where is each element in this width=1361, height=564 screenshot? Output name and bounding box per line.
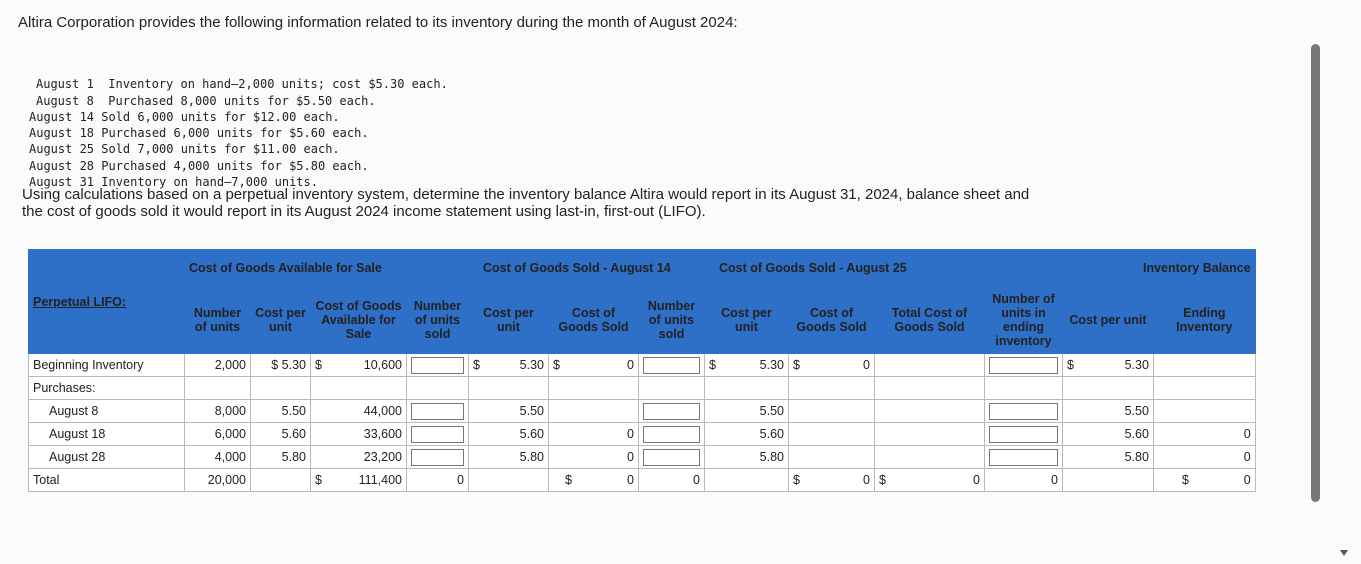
event-line: August 25 Sold 7,000 units for $11.00 each. — [29, 142, 340, 157]
units-sold-input[interactable] — [407, 446, 469, 469]
cell-cogs: $ 0 — [789, 354, 875, 377]
cell-cpu: 5.60 — [251, 423, 311, 446]
cell-cpu: 5.80 — [1063, 446, 1154, 469]
group-aug14: Cost of Goods Sold - August 14 — [469, 250, 705, 287]
cell-cogas: $ 10,600 — [311, 354, 407, 377]
cell-cogs: 0 — [549, 446, 639, 469]
cell-cogas: $ 111,400 — [311, 469, 407, 492]
hdr-units-sold: Number of units sold — [639, 287, 705, 354]
cell-cpu: 5.60 — [705, 423, 789, 446]
cell-units: 20,000 — [185, 469, 251, 492]
cell-cogs: $ 0 — [549, 354, 639, 377]
hdr-cost-per-unit: Cost per unit — [251, 287, 311, 354]
cell-cogas: 33,600 — [311, 423, 407, 446]
cell-cogs: $ 0 — [789, 469, 875, 492]
event-line: August 18 Purchased 6,000 units for $5.60 each. — [29, 126, 369, 141]
event-line: August 8 Purchased 8,000 units for $5.50 each. — [36, 93, 376, 108]
units-sold-input[interactable] — [639, 354, 705, 377]
table-row — [29, 469, 1256, 492]
cell-units-sold: 0 — [639, 469, 705, 492]
cell-total-cogs: $ 0 — [875, 469, 985, 492]
row-label: Purchases: — [29, 377, 185, 400]
perpetual-lifo-label: Perpetual LIFO: — [29, 250, 185, 354]
cell-cpu: 5.60 — [1063, 423, 1154, 446]
event-list — [29, 60, 448, 207]
cell-cpu: 5.80 — [251, 446, 311, 469]
hdr-cost-per-unit: Cost per unit — [1063, 287, 1154, 354]
cell-cpu: $ 5.30 — [251, 354, 311, 377]
table-row — [29, 423, 1256, 446]
scroll-down-arrow-icon[interactable] — [1340, 550, 1348, 556]
hdr-cogs: Cost of Goods Sold — [549, 287, 639, 354]
cell-units: 8,000 — [185, 400, 251, 423]
units-sold-input[interactable] — [407, 423, 469, 446]
cell-units-ending: 0 — [985, 469, 1063, 492]
units-sold-input[interactable] — [407, 400, 469, 423]
table-row — [29, 377, 1256, 400]
event-line: August 1 Inventory on hand–2,000 units; cost $5.30 each. — [36, 77, 448, 92]
group-cogas: Cost of Goods Available for Sale — [185, 250, 469, 287]
hdr-ending-inventory: Ending Inventory — [1153, 287, 1255, 354]
cell-cpu: 5.50 — [1063, 400, 1154, 423]
hdr-cogs: Cost of Goods Sold — [789, 287, 875, 354]
units-sold-input[interactable] — [639, 423, 705, 446]
cell-ending: 0 — [1153, 446, 1255, 469]
event-line: August 28 Purchased 4,000 units for $5.80 each. — [29, 158, 369, 173]
row-label: Beginning Inventory — [29, 354, 185, 377]
group-balance: Inventory Balance — [1063, 250, 1256, 287]
row-label: Total — [29, 469, 185, 492]
cell-cpu: 5.50 — [469, 400, 549, 423]
row-label: August 8 — [29, 400, 185, 423]
hdr-units-sold: Number of units sold — [407, 287, 469, 354]
row-label: August 28 — [29, 446, 185, 469]
table-row — [29, 446, 1256, 469]
units-sold-input[interactable] — [407, 354, 469, 377]
cell-cogs: 0 — [549, 423, 639, 446]
units-sold-input[interactable] — [639, 400, 705, 423]
units-ending-input[interactable] — [985, 354, 1063, 377]
cell-cpu: 5.80 — [469, 446, 549, 469]
cell-units: 6,000 — [185, 423, 251, 446]
table-row — [29, 400, 1256, 423]
units-ending-input[interactable] — [985, 400, 1063, 423]
cell-cogas: 23,200 — [311, 446, 407, 469]
vertical-scrollbar[interactable] — [1311, 44, 1320, 502]
cell-cpu: 5.60 — [469, 423, 549, 446]
cell-cpu: 5.50 — [251, 400, 311, 423]
units-sold-input[interactable] — [639, 446, 705, 469]
cell-cpu: $ 5.30 — [1063, 354, 1154, 377]
event-line: August 31 Inventory on hand–7,000 units. — [29, 175, 318, 190]
hdr-total-cogs: Total Cost of Goods Sold — [875, 287, 985, 354]
hdr-units-ending: Number of units in ending inventory — [985, 287, 1063, 354]
hdr-num-units: Number of units — [185, 287, 251, 354]
hdr-cost-per-unit: Cost per unit — [469, 287, 549, 354]
hdr-cogas: Cost of Goods Available for Sale — [311, 287, 407, 354]
units-ending-input[interactable] — [985, 423, 1063, 446]
cell-cogs: $ 0 — [549, 469, 639, 492]
cell-units: 4,000 — [185, 446, 251, 469]
cell-cpu: 5.50 — [705, 400, 789, 423]
lifo-worksheet — [28, 249, 1256, 492]
cell-cpu: $ 5.30 — [705, 354, 789, 377]
event-line: August 14 Sold 6,000 units for $12.00 each. — [29, 109, 340, 124]
row-label: August 18 — [29, 423, 185, 446]
group-aug25: Cost of Goods Sold - August 25 — [705, 250, 985, 287]
table-row — [29, 354, 1256, 377]
question-text: Using calculations based on a perpetual inventory system, determine the inventory balance Altira would report in its August 31, 2024, balance sheet and the cost of goods sold it would report in its August 2024 income statement using last-in, first-out (LIFO). — [22, 186, 1030, 220]
cell-units: 2,000 — [185, 354, 251, 377]
units-ending-input[interactable] — [985, 446, 1063, 469]
cell-units-sold: 0 — [407, 469, 469, 492]
intro-text: Altira Corporation provides the following information related to its inventory during the month of August 2024: — [18, 14, 738, 31]
hdr-cost-per-unit: Cost per unit — [705, 287, 789, 354]
cell-cogas: 44,000 — [311, 400, 407, 423]
cell-ending: $ 0 — [1153, 469, 1255, 492]
cell-cpu: 5.80 — [705, 446, 789, 469]
cell-ending: 0 — [1153, 423, 1255, 446]
cell-cpu: $ 5.30 — [469, 354, 549, 377]
